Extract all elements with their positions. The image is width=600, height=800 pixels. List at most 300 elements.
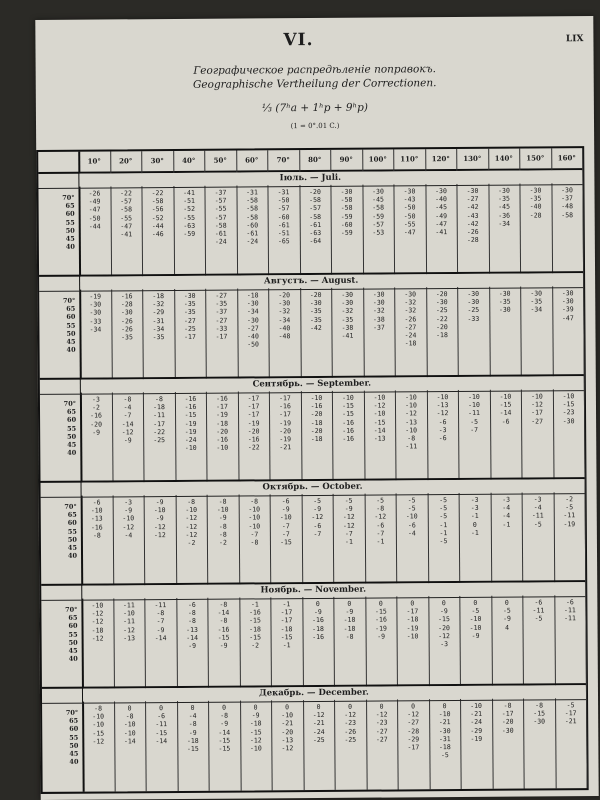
table-cell: -2 <box>92 403 100 412</box>
table-cell: -6 <box>534 598 543 607</box>
table-cell: -9 <box>281 505 290 514</box>
table-cell: -61 <box>246 229 259 238</box>
table-cell: -30 <box>467 298 480 307</box>
page-number: LIX <box>565 34 584 45</box>
table-cell: -15 <box>184 411 197 420</box>
table-cell: -12 <box>121 428 134 437</box>
latitude-label: 55 <box>68 630 78 639</box>
table-cell: -12 <box>91 617 104 626</box>
value-column <box>238 291 268 349</box>
table-cell: 0 <box>504 598 509 607</box>
table-cell: -30 <box>246 299 259 308</box>
table-cell: -46 <box>151 230 164 239</box>
column-header: 10° <box>87 156 101 166</box>
value-column <box>553 289 583 322</box>
value-column <box>240 600 270 649</box>
column-header: 40° <box>182 155 196 165</box>
table-cell: -34 <box>246 307 259 316</box>
table-cell: -11 <box>532 606 545 615</box>
table-cell: -11 <box>564 614 576 623</box>
table-cell: -4 <box>123 403 132 412</box>
table-cell: -8 <box>220 711 229 720</box>
table-cell: -19 <box>247 419 260 428</box>
table-cell: -14 <box>123 737 136 746</box>
table-cell: -8 <box>187 609 196 618</box>
table-cell: -35 <box>152 333 165 342</box>
table-cell: -57 <box>277 204 290 213</box>
table-cell: -27 <box>215 291 228 300</box>
table-cell: -13 <box>123 634 136 643</box>
latitude-label: 65 <box>66 407 77 416</box>
table-cell: -17 <box>280 608 293 617</box>
latitude-label: 45 <box>67 440 77 449</box>
table-cell: -10 <box>436 393 449 402</box>
value-column <box>300 188 330 246</box>
table-cell: -30 <box>561 186 573 195</box>
table-cell: -18 <box>186 736 199 745</box>
latitude-label: 60 <box>65 210 75 219</box>
table-cell: -35 <box>498 194 510 203</box>
column-header: 50° <box>213 155 227 165</box>
table-cell: -7 <box>470 425 479 434</box>
table-cell: -16 <box>375 615 387 625</box>
table-cell: -27 <box>466 195 479 204</box>
table-cell: -3 <box>470 495 479 504</box>
table-cell: -20 <box>309 187 321 197</box>
table-cell: -17 <box>279 410 291 419</box>
table-cell: -55 <box>183 213 196 222</box>
table-cell: -31 <box>246 188 258 197</box>
value-column <box>364 290 394 331</box>
table-cell: -22 <box>247 443 260 452</box>
table-cell: -12 <box>374 512 387 522</box>
table-cell: -9 <box>218 514 227 523</box>
table-cell: -57 <box>214 213 227 222</box>
table-cell: -1 <box>376 537 385 546</box>
table-cell: -4 <box>502 503 511 512</box>
table-cell: -9 <box>220 720 229 729</box>
table-cell: -18 <box>249 719 262 728</box>
latitude-label: 40 <box>68 654 78 663</box>
table-cell: -18 <box>216 419 229 428</box>
table-cell: -24 <box>246 237 259 246</box>
value-column <box>459 393 489 434</box>
latitude-label: 40 <box>66 345 76 354</box>
table-cell: -7 <box>281 530 290 539</box>
table-cell: -8 <box>154 395 163 404</box>
table-cell: -30 <box>341 298 354 308</box>
table-cell: -18 <box>152 292 165 301</box>
table-cell: -21 <box>438 718 451 727</box>
value-column <box>365 496 395 545</box>
table-cell: -12 <box>185 514 198 523</box>
latitude-label: 60 <box>68 622 78 631</box>
table-cell: -32 <box>278 307 291 316</box>
value-column <box>237 188 267 246</box>
latitude-label: 70° <box>62 296 76 305</box>
table-cell: -18 <box>404 339 417 348</box>
table-cell: -27 <box>183 316 196 325</box>
table-cell: -31 <box>152 316 165 325</box>
table-cell: -1 <box>439 528 448 537</box>
table-cell: -23 <box>344 719 357 728</box>
table-cell: -10 <box>531 392 543 401</box>
latitude-labels <box>51 503 77 561</box>
table-cell: -42 <box>466 203 479 212</box>
table-cell: -11 <box>155 720 168 729</box>
value-column <box>363 187 393 236</box>
table-cell: -59 <box>372 212 385 221</box>
table-cell: -30 <box>561 297 574 306</box>
value-column <box>176 498 206 547</box>
value-column <box>492 599 522 632</box>
table-cell: -9 <box>344 504 353 514</box>
table-cell: -3 <box>502 495 511 504</box>
table-cell: -20 <box>309 290 322 300</box>
table-cell: -19 <box>279 418 292 427</box>
table-cell: -12 <box>405 409 417 418</box>
table-cell: -18 <box>153 403 165 412</box>
table-cell: -58 <box>309 196 321 205</box>
table-cell: -18 <box>406 615 419 624</box>
table-cell: -10 <box>279 513 292 522</box>
table-cell: -8 <box>188 617 196 626</box>
table-cell: -17 <box>247 402 260 411</box>
table-cell: 0 <box>222 703 227 712</box>
value-column <box>522 392 552 425</box>
table-cell: -10 <box>499 392 512 401</box>
latitude-label: 50 <box>65 226 75 235</box>
table-cell: -10 <box>373 393 386 402</box>
table-cell: -30 <box>89 300 102 309</box>
table-cell: -19 <box>279 435 292 444</box>
table-cell: -4 <box>533 503 542 512</box>
table-cell: -10 <box>468 392 480 401</box>
column-header: 150° <box>526 153 545 163</box>
table-cell: -12 <box>407 710 420 719</box>
value-column <box>553 392 583 425</box>
table-cell: -18 <box>312 624 324 633</box>
table-cell: 0 <box>159 704 164 713</box>
table-cell: -20 <box>436 322 448 331</box>
table-cell: -7 <box>156 617 165 626</box>
table-cell: -39 <box>561 305 574 314</box>
table-cell: -12 <box>373 401 386 410</box>
table-cell: -63 <box>183 221 196 230</box>
table-cell: -18 <box>310 434 323 444</box>
table-cell: -9 <box>313 608 322 617</box>
value-column <box>301 394 331 443</box>
table-cell: -8 <box>250 497 259 506</box>
latitude-label: 45 <box>65 234 75 243</box>
table-cell: -4 <box>407 529 416 538</box>
table-cell: -16 <box>90 523 103 532</box>
table-cell: -26 <box>404 314 417 323</box>
table-cell: -22 <box>435 314 448 323</box>
column-header: 80° <box>308 154 322 165</box>
table-cell: -5 <box>439 496 448 505</box>
latitude-label: 45 <box>66 337 76 346</box>
month-title: Августъ. — August. <box>263 275 359 287</box>
value-column <box>552 186 582 219</box>
table-cell: -13 <box>405 417 418 426</box>
table-cell: -15 <box>342 401 354 411</box>
unit-note: (1 = 0°.01 C.) <box>290 121 340 131</box>
value-column <box>395 290 425 348</box>
table-cell: -30 <box>404 290 417 299</box>
value-column <box>302 497 332 538</box>
table-cell: -43 <box>403 195 416 204</box>
table-cell: -17 <box>564 709 577 718</box>
table-cell: -30 <box>309 299 322 308</box>
latitude-labels <box>50 400 76 458</box>
value-column <box>112 395 142 444</box>
value-column <box>427 393 457 442</box>
table-cell: -30 <box>278 299 291 308</box>
table-cell: -16 <box>310 402 323 411</box>
table-cell: -10 <box>405 401 417 410</box>
table-cell: -7 <box>313 529 322 538</box>
table-cell: -12 <box>342 513 355 522</box>
table-cell: -10 <box>373 409 386 419</box>
table-cell: -14 <box>373 426 386 435</box>
table-cell: -30 <box>466 186 479 195</box>
table-cell: -9 <box>251 711 260 720</box>
table-cell: -13 <box>186 625 198 634</box>
table-cell: -41 <box>183 188 195 197</box>
table-cell: -5 <box>313 496 322 506</box>
table-cell: -14 <box>154 633 167 642</box>
table-cell: -8 <box>123 395 132 404</box>
table-cell: -14 <box>155 736 168 745</box>
latitude-label: 40 <box>65 242 75 251</box>
value-column <box>396 393 426 451</box>
table-cell: -58 <box>340 204 353 213</box>
table-cell: -5 <box>534 614 543 623</box>
table-cell: -35 <box>341 315 354 324</box>
table-cell: -10 <box>90 506 103 515</box>
table-cell: -30 <box>120 308 133 317</box>
table-cell: -33 <box>467 314 480 323</box>
value-column <box>331 188 361 237</box>
table-cell: -3 <box>440 640 449 649</box>
value-column <box>270 394 300 452</box>
table-cell: -50 <box>277 196 290 205</box>
table-cell: -17 <box>279 394 291 403</box>
table-cell: -35 <box>121 333 133 342</box>
table-cell: -20 <box>247 427 260 436</box>
latitude-labels <box>52 709 78 767</box>
table-cell: -1 <box>439 520 448 529</box>
table-cell: -10 <box>185 506 198 515</box>
latitude-label: 60 <box>69 725 79 734</box>
latitude-label: 60 <box>66 313 76 322</box>
table-cell: -19 <box>563 519 576 528</box>
table-cell: -30 <box>498 289 511 298</box>
column-header: 30° <box>150 156 164 166</box>
latitude-label: 65 <box>69 716 79 725</box>
table-cell: -27 <box>404 323 417 332</box>
table-cell: -61 <box>309 220 322 229</box>
value-column <box>457 187 487 245</box>
table-cell: -9 <box>155 514 164 523</box>
table-cell: -8 <box>94 704 103 713</box>
table-cell: -15 <box>218 744 231 753</box>
value-column <box>81 395 111 436</box>
table-cell: -35 <box>309 307 322 316</box>
table-cell: -5 <box>533 520 542 529</box>
table-cell: 0 <box>316 702 321 712</box>
table-cell: -30 <box>498 186 510 195</box>
table-cell: -30 <box>562 416 575 425</box>
table-cell: 0 <box>441 599 446 608</box>
table-cell: -31 <box>438 734 451 743</box>
table-cell: -19 <box>375 624 387 633</box>
table-cell: -41 <box>120 230 133 239</box>
table-cell: -57 <box>309 204 322 213</box>
table-cell: -58 <box>120 205 133 214</box>
table-cell: -26 <box>120 316 133 325</box>
column-header: 120° <box>431 154 450 164</box>
table-cell: -11 <box>563 511 576 520</box>
value-column <box>82 601 112 642</box>
table-cell: -1 <box>502 520 511 529</box>
table-cell: -10 <box>469 615 482 624</box>
table-cell: -45 <box>435 203 448 212</box>
table-cell: -7 <box>376 529 385 538</box>
value-column <box>146 704 176 745</box>
table-cell: -51 <box>277 229 290 238</box>
table-cell: -65 <box>277 237 290 246</box>
value-column <box>83 704 113 745</box>
table-cell: -12 <box>312 711 325 720</box>
table-cell: -60 <box>246 221 259 230</box>
table-cell: -25 <box>184 324 196 333</box>
latitude-label: 70° <box>63 399 76 408</box>
table-cell: -16 <box>90 411 102 420</box>
month-title: Декабрь. — December. <box>259 687 369 699</box>
table-cell: -15 <box>249 616 261 625</box>
value-column <box>367 702 397 743</box>
table-cell: -14 <box>217 608 230 617</box>
table-cell: -16 <box>216 394 228 403</box>
table-cell: -9 <box>92 428 101 437</box>
table-cell: -22 <box>151 189 164 198</box>
table-cell: -3 <box>124 498 133 507</box>
table-cell: -47 <box>403 228 416 237</box>
column-header: 140° <box>494 153 513 163</box>
table-cell: -59 <box>183 229 196 238</box>
latitude-label: 60 <box>67 416 77 425</box>
table-cell: -13 <box>90 514 103 523</box>
table-cell: -20 <box>90 420 103 429</box>
table-cell: -18 <box>310 418 323 427</box>
table-cell: -30 <box>372 187 384 196</box>
table-cell: 0 <box>411 702 416 711</box>
value-column <box>142 189 172 238</box>
table-cell: -26 <box>88 189 101 198</box>
table-cell: -57 <box>120 197 132 206</box>
value-column <box>429 599 459 648</box>
table-cell: -37 <box>561 194 573 203</box>
table-cell: -25 <box>467 306 480 315</box>
table-cell: -27 <box>407 718 420 727</box>
table-cell: -15 <box>373 418 386 427</box>
table-cell: -19 <box>184 419 197 428</box>
table-cell: -35 <box>530 297 543 306</box>
table-cell: -60 <box>340 220 353 229</box>
table-cell: -10 <box>438 710 451 719</box>
latitude-label: 55 <box>65 218 75 227</box>
table-cell: -10 <box>470 701 482 710</box>
table-cell: -58 <box>246 204 259 213</box>
table-cell: -30 <box>435 298 448 307</box>
table-cell: -17 <box>184 332 196 341</box>
table-cell: -10 <box>405 393 417 402</box>
table-cell: -6 <box>407 520 416 529</box>
table-cell: -32 <box>404 306 417 315</box>
value-column <box>115 704 145 745</box>
table-cell: -8 <box>188 720 197 729</box>
table-cell: -15 <box>155 728 168 737</box>
table-cell: -32 <box>372 306 385 316</box>
table-cell: -16 <box>342 418 355 427</box>
table-cell: -50 <box>403 203 416 212</box>
table-cell: -1 <box>470 528 479 537</box>
table-cell: -15 <box>375 607 387 616</box>
value-column <box>490 290 520 315</box>
table-cell: -12 <box>531 400 543 409</box>
table-cell: -10 <box>249 744 262 753</box>
table-cell: -34 <box>278 315 291 324</box>
value-column <box>208 601 238 650</box>
value-column <box>524 701 554 726</box>
latitude-label: 55 <box>69 733 79 742</box>
table-cell: -41 <box>435 228 448 237</box>
value-column <box>175 292 205 341</box>
table-cell: -35 <box>498 297 511 306</box>
value-column <box>205 189 235 247</box>
table-cell: -12 <box>185 522 198 531</box>
table-cell: -6 <box>313 521 322 530</box>
table-cell: -55 <box>214 205 227 214</box>
table-cell: -30 <box>372 290 385 299</box>
table-cell: -17 <box>247 410 260 419</box>
table-cell: -9 <box>377 632 386 641</box>
table-cell: -48 <box>561 202 574 211</box>
table-cell: -58 <box>561 210 574 219</box>
table-cell: -58 <box>309 212 322 221</box>
table-cell: -9 <box>471 631 480 640</box>
value-column <box>397 599 427 640</box>
table-cell: 0 <box>410 599 415 608</box>
month-title: Іюль. — Juli. <box>279 172 342 184</box>
table-cell: -21 <box>281 719 294 728</box>
column-header: 60° <box>245 155 259 165</box>
table-cell: -37 <box>214 188 227 197</box>
table-cell: -40 <box>529 202 542 211</box>
value-column <box>304 703 334 744</box>
table-cell: -35 <box>215 299 228 308</box>
table-cell: -58 <box>246 213 259 222</box>
table-cell: -1 <box>250 600 259 609</box>
table-cell: -17 <box>216 402 228 411</box>
table-cell: -12 <box>281 744 294 753</box>
value-column <box>394 187 424 236</box>
table-cell: -57 <box>372 220 385 229</box>
value-column <box>82 498 112 539</box>
table-cell: -5 <box>407 504 416 513</box>
